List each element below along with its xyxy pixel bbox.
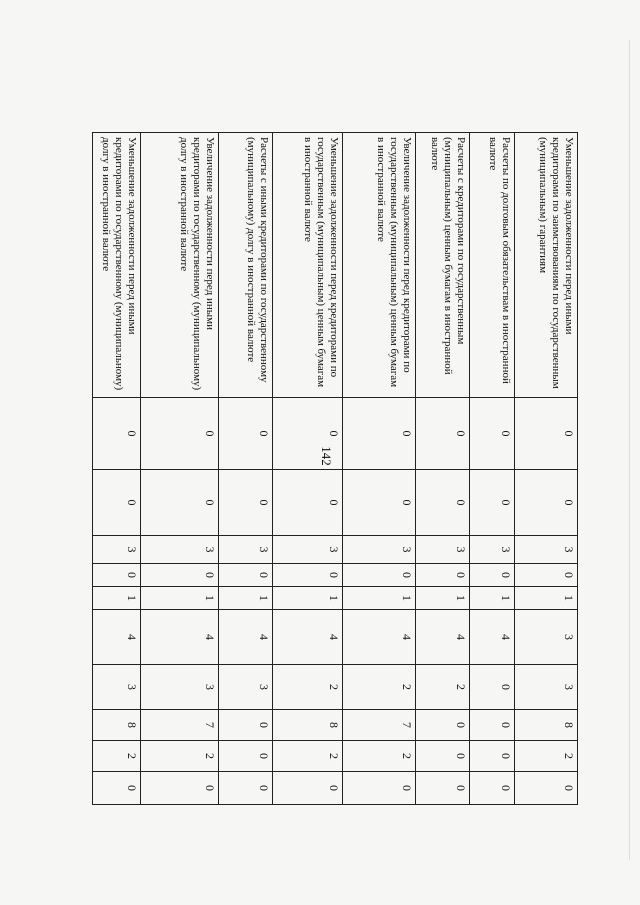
cell-value: 3 [219, 665, 273, 710]
cell-value: 2 [416, 665, 470, 710]
cell-value: 3 [93, 665, 141, 710]
cell-value: 0 [470, 564, 515, 587]
cell-value: 0 [219, 470, 273, 536]
cell-value: 3 [515, 665, 578, 710]
row-label: Расчеты с иными кредиторами по государственному (муниципальному) долгу в иностранной валюте [219, 133, 273, 398]
cell-value: 0 [93, 398, 141, 470]
cell-value: 2 [93, 741, 141, 772]
cell-value: 1 [141, 587, 219, 610]
table-row [515, 133, 578, 805]
cell-value: 1 [470, 587, 515, 610]
cell-value: 2 [273, 741, 343, 772]
cell-value: 0 [470, 470, 515, 536]
cell-value: 0 [343, 772, 416, 805]
cell-value: 8 [515, 710, 578, 741]
budget-code-table [92, 132, 578, 805]
cell-value: 0 [416, 470, 470, 536]
cell-value: 0 [219, 564, 273, 587]
cell-value: 4 [416, 610, 470, 665]
cell-value: 0 [273, 772, 343, 805]
scan-edge-line [629, 40, 630, 860]
cell-value: 8 [273, 710, 343, 741]
cell-value: 0 [219, 710, 273, 741]
cell-value: 0 [515, 564, 578, 587]
row-label: Расчеты с кредиторами по государственным (муниципальным) ценным бумагам в иностранной валюте [416, 133, 470, 398]
cell-value: 3 [141, 536, 219, 564]
cell-value: 2 [141, 741, 219, 772]
cell-value: 0 [93, 564, 141, 587]
page-number: 142 [319, 446, 334, 466]
table-body [93, 133, 578, 805]
cell-value: 1 [219, 587, 273, 610]
cell-value: 1 [273, 587, 343, 610]
cell-value: 0 [416, 398, 470, 470]
table-container [93, 132, 578, 804]
table-row [416, 133, 470, 805]
cell-value: 8 [93, 710, 141, 741]
table-row [273, 133, 343, 805]
cell-value: 0 [141, 564, 219, 587]
cell-value: 3 [416, 536, 470, 564]
cell-value: 4 [141, 610, 219, 665]
cell-value: 0 [470, 741, 515, 772]
cell-value: 0 [141, 398, 219, 470]
cell-value: 2 [343, 741, 416, 772]
cell-value: 0 [416, 772, 470, 805]
cell-value: 0 [219, 398, 273, 470]
cell-value: 0 [515, 398, 578, 470]
cell-value: 3 [515, 610, 578, 665]
table-row [141, 133, 219, 805]
cell-value: 3 [219, 536, 273, 564]
cell-value: 0 [273, 564, 343, 587]
cell-value: 1 [93, 587, 141, 610]
cell-value: 3 [141, 665, 219, 710]
cell-value: 0 [219, 741, 273, 772]
rotated-table-frame [93, 132, 578, 804]
cell-value: 3 [273, 536, 343, 564]
cell-value: 2 [273, 665, 343, 710]
table-row [470, 133, 515, 805]
row-label: Увеличение задолженности перед иными кредиторами по государственному (муниципальному) долгу в иностранной валюте [141, 133, 219, 398]
cell-value: 4 [93, 610, 141, 665]
cell-value: 3 [343, 536, 416, 564]
cell-value: 3 [515, 536, 578, 564]
table-row [93, 133, 141, 805]
cell-value: 0 [273, 398, 343, 470]
cell-value: 0 [416, 710, 470, 741]
cell-value: 0 [470, 398, 515, 470]
cell-value: 0 [93, 470, 141, 536]
row-label: Уменьшение задолженности перед иными кредиторами по заимствованиям по государственным (муниципальным) гарантиям [515, 133, 578, 398]
cell-value: 4 [273, 610, 343, 665]
cell-value: 0 [470, 665, 515, 710]
table-row [343, 133, 416, 805]
cell-value: 0 [93, 772, 141, 805]
cell-value: 0 [343, 398, 416, 470]
cell-value: 0 [343, 564, 416, 587]
cell-value: 7 [343, 710, 416, 741]
cell-value: 0 [416, 741, 470, 772]
cell-value: 4 [343, 610, 416, 665]
table-row [219, 133, 273, 805]
row-label: Увеличение задолженности перед кредиторами по государственным (муниципальным) ценным бумагам в иностранной валюте [343, 133, 416, 398]
cell-value: 3 [470, 536, 515, 564]
cell-value: 2 [343, 665, 416, 710]
cell-value: 0 [219, 772, 273, 805]
cell-value: 0 [470, 772, 515, 805]
row-label: Расчеты по долговым обязательствам в иностранной валюте [470, 133, 515, 398]
cell-value: 4 [219, 610, 273, 665]
cell-value: 1 [416, 587, 470, 610]
cell-value: 0 [273, 470, 343, 536]
row-label: Уменьшение задолженности перед иными кредиторами по государственному (муниципальному) долгу в иностранной валюте [93, 133, 141, 398]
cell-value: 0 [141, 470, 219, 536]
cell-value: 4 [470, 610, 515, 665]
cell-value: 3 [93, 536, 141, 564]
row-label: Уменьшение задолженности перед кредиторами по государственным (муниципальным) ценным бумагам в иностранной валюте [273, 133, 343, 398]
cell-value: 0 [470, 710, 515, 741]
cell-value: 0 [141, 772, 219, 805]
cell-value: 0 [515, 470, 578, 536]
cell-value: 7 [141, 710, 219, 741]
cell-value: 1 [343, 587, 416, 610]
cell-value: 2 [515, 741, 578, 772]
cell-value: 0 [515, 772, 578, 805]
cell-value: 0 [343, 470, 416, 536]
cell-value: 0 [416, 564, 470, 587]
cell-value: 1 [515, 587, 578, 610]
